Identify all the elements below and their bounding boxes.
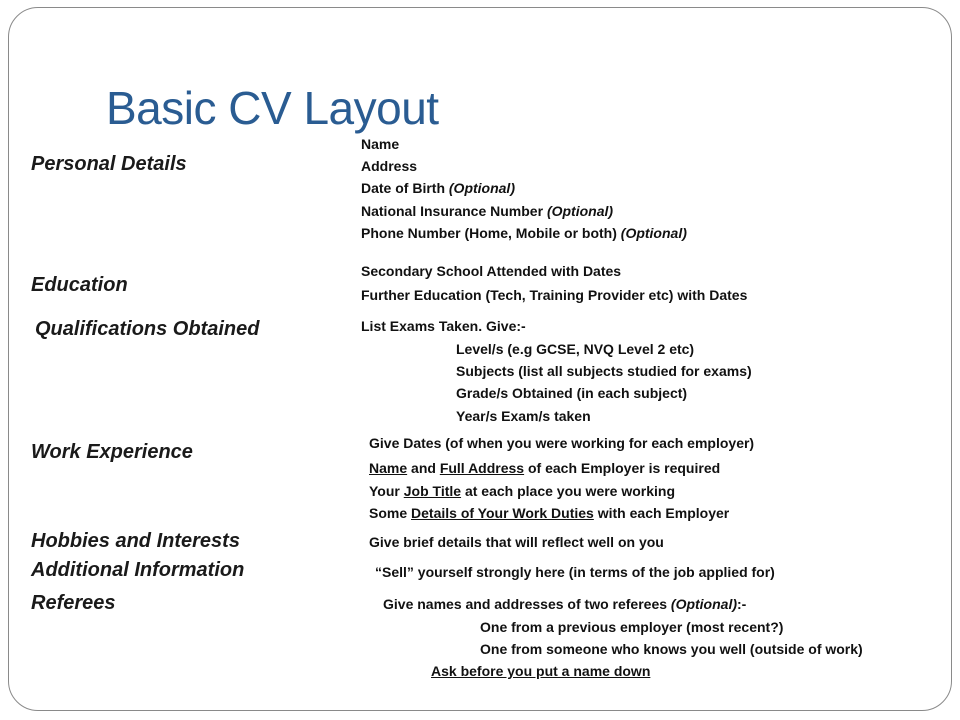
referees-ask-note: Ask before you put a name down: [431, 663, 651, 679]
work-job-title-underlined: Job Title: [403, 483, 462, 499]
referees-option-1: One from a previous employer (most recent?): [480, 619, 784, 635]
work-line-4: [369, 503, 729, 523]
education-line-1: Secondary School Attended with Dates: [361, 263, 622, 279]
qualifications-subjects: Subjects (list all subjects studied for exams): [456, 363, 752, 379]
work-name-underlined: Name: [369, 460, 408, 476]
work-line-3: [369, 481, 675, 501]
personal-address-line: Address: [361, 158, 418, 174]
work-experience-heading: Work Experience: [31, 441, 193, 463]
work-line3-rest: at each place you were working: [461, 483, 676, 499]
additional-info-heading: Additional Information: [31, 559, 245, 581]
hobbies-heading: Hobbies and Interests: [31, 530, 240, 552]
ni-optional: (Optional): [546, 203, 614, 219]
work-line-1: Give Dates (of when you were working for each employer): [369, 435, 755, 451]
ni-label: National Insurance Number: [361, 203, 544, 219]
phone-optional: (Optional): [620, 225, 687, 241]
referees-heading: Referees: [31, 592, 116, 614]
work-address-underlined: Full Address: [439, 460, 525, 476]
qualifications-level: Level/s (e.g GCSE, NVQ Level 2 etc): [456, 341, 695, 357]
qualifications-intro: List Exams Taken. Give:-: [361, 318, 526, 334]
education-heading: Education: [31, 274, 128, 296]
work-line4-rest: with each Employer: [593, 505, 730, 521]
personal-name-line: Name: [361, 136, 400, 152]
referees-optional: (Optional): [670, 596, 738, 612]
work-and-text: and: [407, 460, 440, 476]
qualifications-years: Year/s Exam/s taken: [456, 408, 591, 424]
hobbies-text: Give brief details that will reflect well on you: [369, 534, 664, 550]
referees-intro-end: :-: [737, 596, 747, 612]
work-some-text: Some: [369, 505, 412, 521]
referees-intro-text: Give names and addresses of two referees: [383, 596, 671, 612]
personal-details-heading: Personal Details: [31, 153, 187, 175]
work-line2-rest: of each Employer is required: [524, 460, 721, 476]
work-line-2: [369, 458, 720, 478]
work-your-text: Your: [369, 483, 404, 499]
qualifications-grades: Grade/s Obtained (in each subject): [456, 385, 688, 401]
additional-info-text: “Sell” yourself strongly here (in terms of the job applied for): [375, 564, 775, 580]
work-duties-underlined: Details of Your Work Duties: [411, 505, 594, 521]
qualifications-heading: Qualifications Obtained: [35, 318, 260, 340]
personal-ni-line: [361, 201, 613, 221]
dob-label: Date of Birth: [361, 180, 445, 196]
personal-dob-line: [361, 178, 515, 198]
dob-optional: (Optional): [448, 180, 515, 196]
personal-phone-line: [361, 223, 687, 243]
phone-label: Phone Number (Home, Mobile or both): [361, 225, 617, 241]
referees-option-2: One from someone who knows you well (outside of work): [480, 641, 863, 657]
education-line-2: Further Education (Tech, Training Provider etc) with Dates: [361, 287, 748, 303]
slide-title: Basic CV Layout: [106, 82, 439, 134]
referees-intro: [383, 594, 746, 614]
